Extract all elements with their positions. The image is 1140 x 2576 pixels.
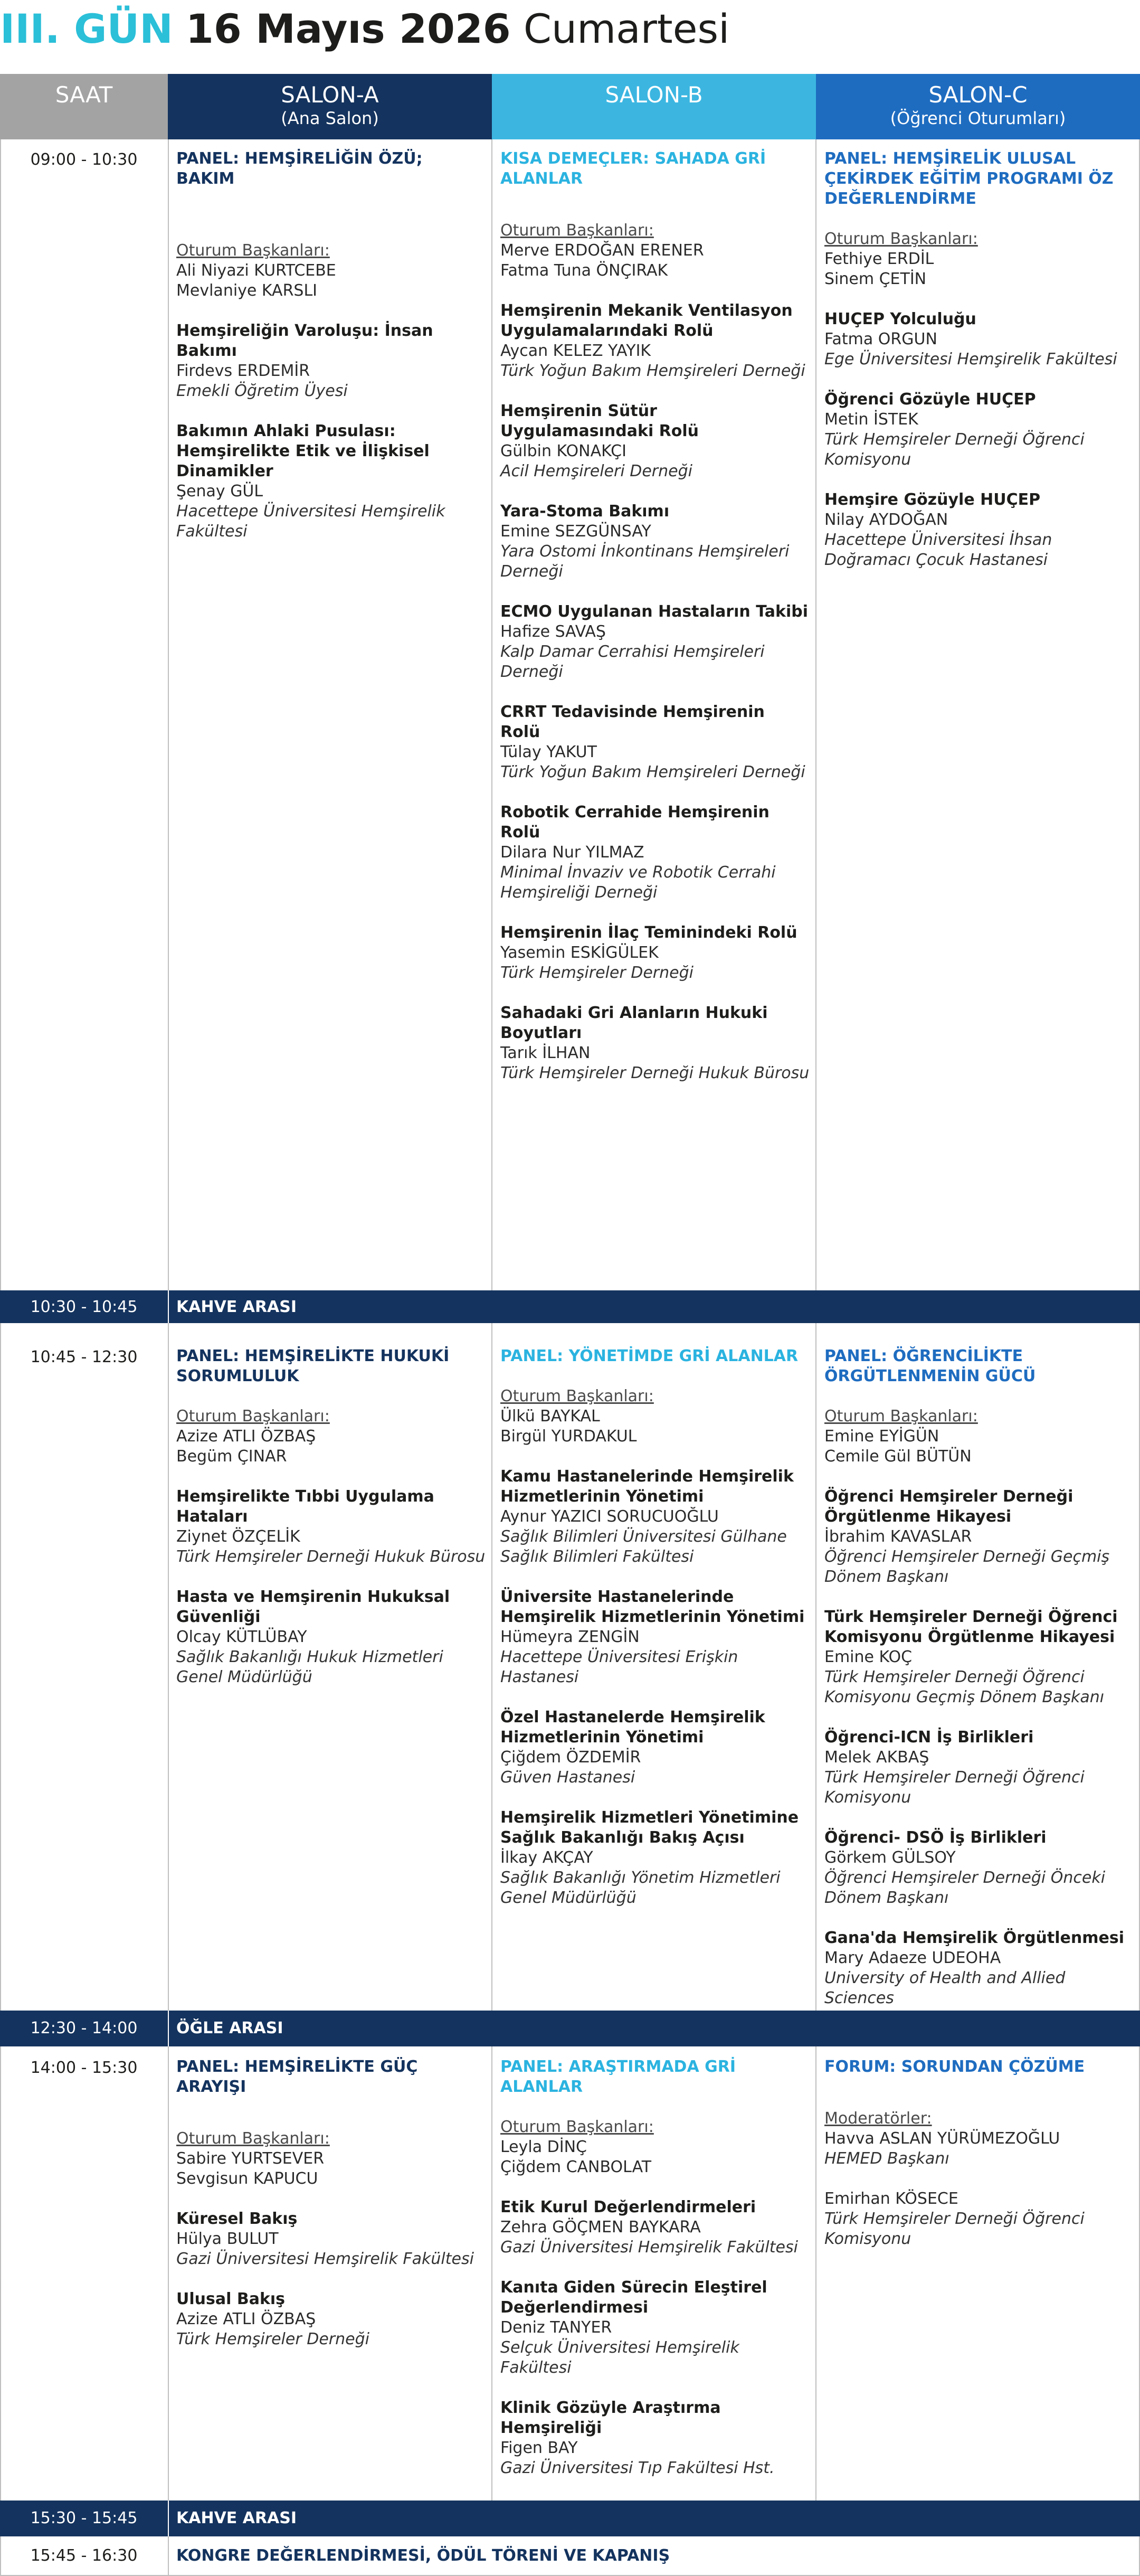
talk-title: Hasta ve Hemşirenin Hukuksal Güvenliği xyxy=(176,1588,450,1626)
moderator-name: Emirhan KÖSECE xyxy=(824,2190,958,2208)
title-weekday: Cumartesi xyxy=(523,5,730,52)
speaker-name: Figen BAY xyxy=(500,2439,578,2457)
speaker-name: Aycan KELEZ YAYIK xyxy=(500,342,651,360)
header-salon-a-sub: (Ana Salon) xyxy=(281,108,379,128)
session-cell-salon-b xyxy=(500,2057,810,2478)
talk-title: Hemşirenin Mekanik Ventilasyon Uygulamalarındaki Rolü xyxy=(500,301,793,340)
break-separator xyxy=(168,1290,169,1323)
chairs-label: Oturum Başkanları: xyxy=(176,2129,330,2148)
speaker-affiliation: Sağlık Bilimleri Üniversitesi Gülhane Sağlık Bilimleri Fakültesi xyxy=(500,1527,787,1566)
speaker-name: Aynur YAZICI SORUCUOĞLU xyxy=(500,1507,719,1526)
talk-title: Etik Kurul Değerlendirmeleri xyxy=(500,2198,756,2216)
speaker-affiliation: Yara Ostomi İnkontinans Hemşireleri Derneği xyxy=(500,542,790,581)
chair-name: Ülkü BAYKAL xyxy=(500,1407,600,1426)
speaker-name: Hümeyra ZENGİN xyxy=(500,1628,640,1646)
session-title: PANEL: YÖNETİMDE GRİ ALANLAR xyxy=(500,1347,799,1365)
session-cell-salon-c xyxy=(824,149,1134,570)
speaker-name: Emine KOÇ xyxy=(824,1648,913,1666)
speaker-affiliation: Türk Hemşireler Derneği Öğrenci Komisyonu xyxy=(824,1768,1085,1807)
grid-line xyxy=(168,139,169,1290)
speaker-name: Hülya BULUT xyxy=(176,2230,279,2248)
speaker-affiliation: Türk Hemşireler Derneği Öğrenci Komisyonu xyxy=(824,430,1085,469)
header-salon-a xyxy=(168,74,492,139)
header-salon-b-name: SALON-B xyxy=(605,82,703,108)
break-time: 10:30 - 10:45 xyxy=(30,1298,138,1316)
chairs-label: Oturum Başkanları: xyxy=(176,241,330,260)
speaker-affiliation: Türk Hemşireler Derneği Öğrenci Komisyonu Geçmiş Dönem Başkanı xyxy=(824,1668,1105,1706)
title-day: III. GÜN xyxy=(0,5,173,52)
break-time: 12:30 - 14:00 xyxy=(30,2019,138,2037)
speaker-name: Azize ATLI ÖZBAŞ xyxy=(176,2310,316,2328)
closing-label: KONGRE DEĞERLENDİRMESİ, ÖDÜL TÖRENİ VE KAPANIŞ xyxy=(176,2546,670,2565)
speaker-name: Gülbin KONAKÇI xyxy=(500,442,626,460)
session-cell-salon-a xyxy=(176,1346,486,1687)
speaker-affiliation: Gazi Üniversitesi Tıp Fakültesi Hst. xyxy=(500,2459,775,2477)
session-title: PANEL: HEMŞİRELİĞİN ÖZÜ; BAKIM xyxy=(176,149,423,188)
chair-name: Begüm ÇINAR xyxy=(176,1447,287,1466)
talk-title: Robotik Cerrahide Hemşirenin Rolü xyxy=(500,803,770,842)
talk-title: Ulusal Bakış xyxy=(176,2290,286,2308)
chair-name: Birgül YURDAKUL xyxy=(500,1427,637,1446)
talk-title: Hemşirenin Sütür Uygulamasındaki Rolü xyxy=(500,402,699,440)
break-label: ÖĞLE ARASI xyxy=(176,2019,283,2037)
talk-title: ECMO Uygulanan Hastaların Takibi xyxy=(500,602,809,621)
speaker-affiliation: University of Health and Allied Sciences xyxy=(824,1969,1066,2007)
talk-title: Özel Hastanelerde Hemşirelik Hizmetlerinin Yönetimi xyxy=(500,1708,765,1747)
speaker-affiliation: Hacettepe Üniversitesi Erişkin Hastanesi xyxy=(500,1648,738,1686)
talk-title: Türk Hemşireler Derneği Öğrenci Komisyonu Örgütlenme Hikayesi xyxy=(824,1608,1118,1646)
session-title: FORUM: SORUNDAN ÇÖZÜME xyxy=(824,2058,1085,2076)
grid-line xyxy=(168,2046,169,2500)
talk-title: Kanıta Giden Sürecin Eleştirel Değerlendirmesi xyxy=(500,2278,767,2317)
speaker-affiliation: Sağlık Bakanlığı Hukuk Hizmetleri Genel Müdürlüğü xyxy=(176,1648,443,1686)
chair-name: Sabire YURTSEVER xyxy=(176,2149,325,2168)
moderator-name: Havva ASLAN YÜRÜMEZOĞLU xyxy=(824,2129,1060,2148)
speaker-affiliation: Türk Hemşireler Derneği xyxy=(500,964,694,982)
talk-title: CRRT Tedavisinde Hemşirenin Rolü xyxy=(500,703,765,741)
talk-title: Klinik Gözüyle Araştırma Hemşireliği xyxy=(500,2399,721,2437)
grid-line xyxy=(815,139,816,1290)
grid-line xyxy=(0,2046,1,2500)
moderator-affiliation: HEMED Başkanı xyxy=(824,2149,949,2168)
break-separator xyxy=(168,2011,169,2046)
session-cell-salon-a xyxy=(176,2057,486,2349)
speaker-name: Çiğdem ÖZDEMİR xyxy=(500,1748,641,1767)
header-salon-c-name: SALON-C xyxy=(928,82,1028,108)
speaker-name: Tarık İLHAN xyxy=(500,1044,591,1062)
session-cell-salon-c xyxy=(824,1346,1134,2008)
session-title: PANEL: ÖĞRENCİLİKTE ÖRGÜTLENMENİN GÜCÜ xyxy=(824,1347,1036,1385)
header-salon-c-sub: (Öğrenci Oturumları) xyxy=(890,108,1066,128)
moderators-label: Moderatörler: xyxy=(824,2109,932,2128)
chairs-label: Oturum Başkanları: xyxy=(500,1387,654,1405)
chair-name: Azize ATLI ÖZBAŞ xyxy=(176,1427,316,1446)
talk-title: Sahadaki Gri Alanların Hukuki Boyutları xyxy=(500,1004,768,1042)
chairs-label: Oturum Başkanları: xyxy=(500,221,654,240)
speaker-name: Nilay AYDOĞAN xyxy=(824,511,948,529)
talk-title: Hemşirelikte Tıbbi Uygulama Hataları xyxy=(176,1487,434,1526)
speaker-name: Zehra GÖÇMEN BAYKARA xyxy=(500,2218,701,2237)
talk-title: Hemşirelik Hizmetleri Yönetimine Sağlık Bakanlığı Bakış Açısı xyxy=(500,1808,799,1847)
talk-title: Hemşire Gözüyle HUÇEP xyxy=(824,490,1041,509)
break-label: KAHVE ARASI xyxy=(176,2509,297,2527)
speaker-affiliation: Türk Yoğun Bakım Hemşireleri Derneği xyxy=(500,763,805,781)
grid-line xyxy=(0,139,1,1290)
talk-title: Gana'da Hemşirelik Örgütlenmesi xyxy=(824,1929,1124,1947)
speaker-name: Mary Adaeze UDEOHA xyxy=(824,1949,1001,1967)
chair-name: Fatma Tuna ÖNÇIRAK xyxy=(500,261,668,280)
chair-name: Merve ERDOĞAN ERENER xyxy=(500,241,704,260)
session-cell-salon-c xyxy=(824,2057,1134,2249)
break-separator xyxy=(168,2500,169,2536)
header-saat-label: SAAT xyxy=(55,82,113,108)
speaker-affiliation: Hacettepe Üniversitesi Hemşirelik Fakültesi xyxy=(176,502,445,541)
chair-name: Emine EYİGÜN xyxy=(824,1427,939,1446)
speaker-name: Fatma ORGUN xyxy=(824,330,937,348)
chairs-label: Oturum Başkanları: xyxy=(176,1407,330,1426)
chair-name: Cemile Gül BÜTÜN xyxy=(824,1447,972,1466)
speaker-name: Tülay YAKUT xyxy=(500,743,597,761)
session-time: 10:45 - 12:30 xyxy=(30,1348,138,1366)
talk-title: Hemşireliğin Varoluşu: İnsan Bakımı xyxy=(176,322,433,360)
grid-line xyxy=(168,2536,169,2576)
grid-line xyxy=(815,1323,816,2011)
speaker-affiliation: Selçuk Üniversitesi Hemşirelik Fakültesi xyxy=(500,2338,739,2377)
speaker-affiliation: Türk Yoğun Bakım Hemşireleri Derneği xyxy=(500,362,805,380)
chairs-label: Oturum Başkanları: xyxy=(500,2118,654,2136)
chair-name: Çiğdem CANBOLAT xyxy=(500,2158,652,2176)
speaker-name: Deniz TANYER xyxy=(500,2318,612,2337)
speaker-affiliation: Öğrenci Hemşireler Derneği Önceki Dönem Başkanı xyxy=(824,1869,1106,1907)
chairs-label: Oturum Başkanları: xyxy=(824,230,978,248)
grid-line xyxy=(815,2046,816,2500)
break-row xyxy=(0,2500,1140,2536)
talk-title: Öğrenci Hemşireler Derneği Örgütlenme Hikayesi xyxy=(824,1487,1074,1526)
speaker-affiliation: Güven Hastanesi xyxy=(500,1768,635,1787)
speaker-name: Ziynet ÖZÇELİK xyxy=(176,1527,300,1546)
chair-name: Mevlaniye KARSLI xyxy=(176,281,318,300)
grid-line xyxy=(491,2046,492,2500)
speaker-affiliation: Gazi Üniversitesi Hemşirelik Fakültesi xyxy=(500,2238,798,2257)
speaker-affiliation: Kalp Damar Cerrahisi Hemşireleri Derneği xyxy=(500,643,765,681)
speaker-name: İbrahim KAVASLAR xyxy=(824,1527,972,1546)
session-time: 09:00 - 10:30 xyxy=(30,150,138,169)
speaker-name: Hafize SAVAŞ xyxy=(500,622,606,641)
speaker-affiliation: Acil Hemşireleri Derneği xyxy=(500,462,692,480)
session-title: PANEL: HEMŞİRELİKTE HUKUKİ SORUMLULUK xyxy=(176,1347,450,1385)
session-title: PANEL: HEMŞİRELİKTE GÜÇ ARAYIŞI xyxy=(176,2058,418,2096)
break-row xyxy=(0,1290,1140,1323)
speaker-name: İlkay AKÇAY xyxy=(500,1848,593,1867)
talk-title: Öğrenci-ICN İş Birlikleri xyxy=(824,1728,1034,1747)
grid-line xyxy=(491,139,492,1290)
closing-time: 15:45 - 16:30 xyxy=(30,2546,138,2565)
talk-title: Yara-Stoma Bakımı xyxy=(500,502,670,521)
session-title: PANEL: HEMŞİRELİK ULUSAL ÇEKİRDEK EĞİTİM PROGRAMI ÖZ DEĞERLENDİRME xyxy=(824,149,1114,208)
speaker-affiliation: Minimal İnvaziv ve Robotik Cerrahi Hemşireliği Derneği xyxy=(500,863,776,902)
grid-line xyxy=(168,1323,169,2011)
speaker-name: Görkem GÜLSOY xyxy=(824,1848,956,1867)
chair-name: Sevgisun KAPUCU xyxy=(176,2169,318,2188)
session-cell-salon-b xyxy=(500,1346,810,1908)
session-title: PANEL: ARAŞTIRMADA GRİ ALANLAR xyxy=(500,2058,736,2096)
speaker-name: Yasemin ESKİGÜLEK xyxy=(500,943,659,962)
chair-name: Ali Niyazi KURTCEBE xyxy=(176,261,336,280)
chair-name: Leyla DİNÇ xyxy=(500,2138,587,2156)
speaker-name: Şenay GÜL xyxy=(176,482,263,501)
chair-name: Fethiye ERDİL xyxy=(824,250,934,268)
session-cell-salon-b xyxy=(500,149,810,1083)
speaker-affiliation: Türk Hemşireler Derneği Hukuk Bürosu xyxy=(500,1064,810,1082)
break-time: 15:30 - 15:45 xyxy=(30,2509,138,2527)
break-label: KAHVE ARASI xyxy=(176,1298,297,1316)
header-saat xyxy=(0,74,168,139)
speaker-affiliation: Emekli Öğretim Üyesi xyxy=(176,382,348,400)
speaker-affiliation: Ege Üniversitesi Hemşirelik Fakültesi xyxy=(824,350,1117,369)
header-salon-b xyxy=(492,74,816,139)
header-salon-a-name: SALON-A xyxy=(281,82,379,108)
speaker-affiliation: Gazi Üniversitesi Hemşirelik Fakültesi xyxy=(176,2250,474,2268)
talk-title: Üniversite Hastanelerinde Hemşirelik Hizmetlerinin Yönetimi xyxy=(500,1588,805,1626)
grid-line xyxy=(0,1323,1,2011)
moderator-affiliation: Türk Hemşireler Derneği Öğrenci Komisyonu xyxy=(824,2210,1085,2248)
speaker-affiliation: Türk Hemşireler Derneği Hukuk Bürosu xyxy=(176,1548,486,1566)
talk-title: HUÇEP Yolculuğu xyxy=(824,310,976,328)
header-salon-c xyxy=(816,74,1140,139)
talk-title: Küresel Bakış xyxy=(176,2210,298,2228)
speaker-affiliation: Sağlık Bakanlığı Yönetim Hizmetleri Genel Müdürlüğü xyxy=(500,1869,781,1907)
speaker-name: Melek AKBAŞ xyxy=(824,1748,929,1767)
speaker-affiliation: Türk Hemşireler Derneği xyxy=(176,2330,369,2348)
speaker-affiliation: Hacettepe Üniversitesi İhsan Doğramacı Çocuk Hastanesi xyxy=(824,531,1052,569)
break-row xyxy=(0,2011,1140,2046)
title-date: 16 Mayıs 2026 xyxy=(186,5,511,52)
talk-title: Öğrenci- DSÖ İş Birlikleri xyxy=(824,1828,1047,1847)
speaker-name: Dilara Nur YILMAZ xyxy=(500,843,644,862)
talk-title: Hemşirenin İlaç Teminindeki Rolü xyxy=(500,923,797,942)
speaker-name: Emine SEZGÜNSAY xyxy=(500,522,651,541)
speaker-name: Metin İSTEK xyxy=(824,410,918,429)
grid-line xyxy=(491,1323,492,2011)
speaker-affiliation: Öğrenci Hemşireler Derneği Geçmiş Dönem Başkanı xyxy=(824,1548,1110,1586)
talk-title: Bakımın Ahlaki Pusulası: Hemşirelikte Etik ve İlişkisel Dinamikler xyxy=(176,422,430,480)
chair-name: Sinem ÇETİN xyxy=(824,270,927,288)
talk-title: Kamu Hastanelerinde Hemşirelik Hizmetlerinin Yönetimi xyxy=(500,1467,794,1506)
talk-title: Öğrenci Gözüyle HUÇEP xyxy=(824,390,1036,409)
session-time: 14:00 - 15:30 xyxy=(30,2059,138,2077)
session-cell-salon-a xyxy=(176,149,486,542)
page-title xyxy=(0,0,729,63)
speaker-name: Olcay KÜTLÜBAY xyxy=(176,1628,307,1646)
session-title: KISA DEMEÇLER: SAHADA GRİ ALANLAR xyxy=(500,149,766,188)
chairs-label: Oturum Başkanları: xyxy=(824,1407,978,1426)
speaker-name: Firdevs ERDEMİR xyxy=(176,362,310,380)
